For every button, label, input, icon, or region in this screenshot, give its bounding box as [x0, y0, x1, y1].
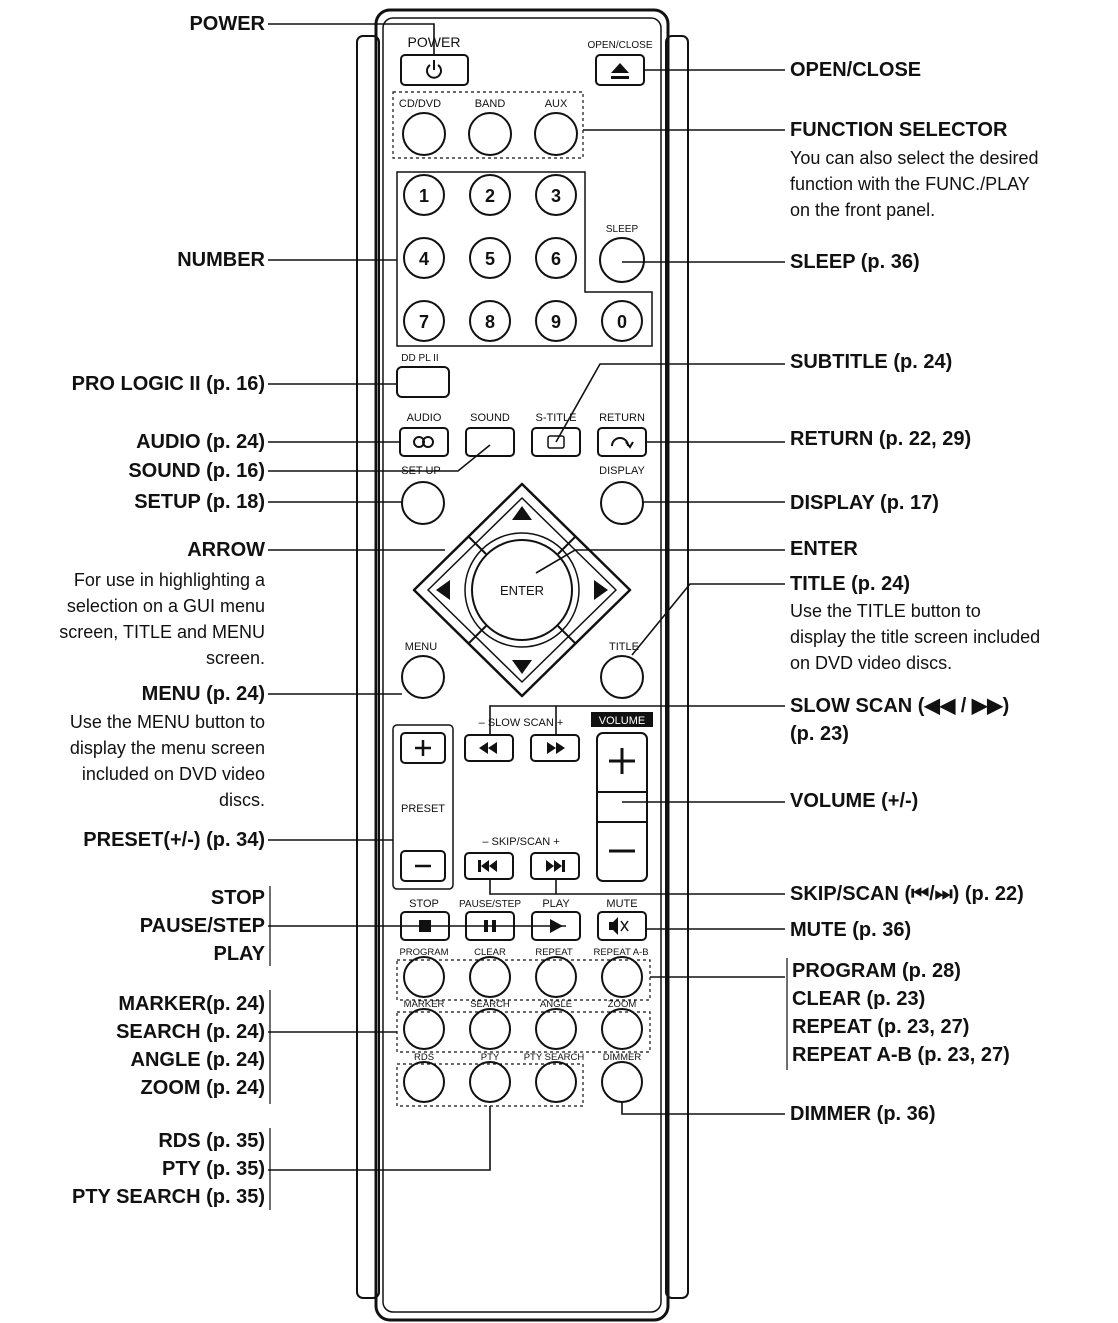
search-button[interactable]	[470, 1009, 510, 1049]
marker-key-label: MARKER	[403, 999, 445, 1010]
label-dimmer: DIMMER (p. 36)	[790, 1103, 936, 1125]
angle-button[interactable]	[536, 1009, 576, 1049]
sleep-key-label: SLEEP	[605, 224, 639, 235]
repeat-key-label: REPEAT	[535, 947, 573, 958]
zoom-button[interactable]	[602, 1009, 642, 1049]
number-4-label: 4	[418, 249, 430, 269]
right-arrow-icon	[594, 580, 608, 600]
menu-key-label: MENU	[404, 641, 438, 653]
repeat-button[interactable]	[536, 957, 576, 997]
label-power: POWER	[189, 13, 265, 35]
number-7-label: 7	[418, 312, 430, 332]
pty-search-key-label: PTY SEARCH	[523, 1052, 585, 1063]
label-menu: MENU (p. 24)	[141, 683, 265, 705]
dimmer-key-label: DIMMER	[602, 1052, 642, 1063]
pty-key-label: PTY	[480, 1052, 500, 1063]
clear-key-label: CLEAR	[474, 947, 506, 958]
volume-key-label: VOLUME	[598, 715, 646, 727]
label-slow-scan: SLOW SCAN (◀◀ / ▶▶) (p. 23)	[790, 695, 1010, 745]
clear-button[interactable]	[470, 957, 510, 997]
band-button[interactable]	[469, 113, 511, 155]
number-pad-group	[397, 172, 652, 346]
band-key-label: BAND	[474, 98, 506, 110]
program-button[interactable]	[404, 957, 444, 997]
marker-button[interactable]	[404, 1009, 444, 1049]
search-key-label: SEARCH	[470, 999, 510, 1010]
label-mute: MUTE (p. 36)	[790, 919, 912, 941]
number-8-label: 8	[484, 312, 496, 332]
power-key-label: POWER	[407, 34, 461, 50]
skip-scan-key-label: – SKIP/SCAN +	[482, 836, 560, 848]
label-program-group: PROGRAM (p. 28) CLEAR (p. 23) REPEAT (p. 23, 27) REPEAT A-B (p. 23, 27)	[792, 960, 1010, 1066]
pro-logic-button[interactable]	[397, 367, 449, 397]
label-sound: SOUND (p. 16)	[128, 460, 265, 482]
repeat-ab-key-label: REPEAT A-B	[593, 947, 649, 958]
rewind-icon	[479, 742, 497, 754]
label-pro-logic: PRO LOGIC II (p. 16)	[71, 373, 265, 395]
menu-description: Use the MENU button to display the menu screen included on DVD video discs.	[69, 712, 265, 810]
aux-button[interactable]	[535, 113, 577, 155]
label-transport-group: STOP PAUSE/STEP PLAY	[139, 887, 265, 965]
label-skip-scan: SKIP/SCAN (⏮/⏭) (p. 22)	[790, 883, 1024, 905]
stop-key-label: STOP	[409, 898, 439, 910]
slow-scan-key-label: – SLOW SCAN +	[478, 717, 564, 729]
title-key-label: TITLE	[609, 641, 639, 653]
angle-key-label: ANGLE	[539, 999, 573, 1010]
zoom-key-label: ZOOM	[607, 999, 637, 1010]
label-enter: ENTER	[790, 538, 858, 560]
sound-key-label: SOUND	[470, 412, 510, 424]
return-key-label: RETURN	[599, 412, 645, 424]
rds-key-label: RDS	[413, 1052, 435, 1063]
repeat-ab-button[interactable]	[602, 957, 642, 997]
dimmer-button[interactable]	[602, 1062, 642, 1102]
cd-dvd-key-label: CD/DVD	[398, 98, 442, 110]
setup-button[interactable]	[402, 482, 444, 524]
label-arrow: ARROW	[187, 539, 265, 561]
title-button[interactable]	[601, 656, 643, 698]
enter-key-label: ENTER	[499, 583, 545, 598]
number-2-label: 2	[484, 186, 496, 206]
aux-key-label: AUX	[544, 98, 568, 110]
number-1-label: 1	[418, 186, 430, 206]
pause-step-key-label: PAUSE/STEP	[458, 899, 522, 910]
label-preset: PRESET(+/-) (p. 34)	[83, 829, 265, 851]
label-return: RETURN (p. 22, 29)	[790, 428, 972, 450]
return-icon	[612, 438, 628, 446]
down-arrow-icon	[512, 660, 532, 674]
mute-button[interactable]	[598, 912, 646, 940]
fast-forward-icon	[547, 742, 565, 754]
sleep-button[interactable]	[600, 238, 644, 282]
open-close-key-label: OPEN/CLOSE	[587, 40, 653, 51]
label-display: DISPLAY (p. 17)	[790, 492, 939, 514]
label-open-close: OPEN/CLOSE	[790, 59, 922, 81]
function-description: You can also select the desired function with the FUNC./PLAY on the front panel.	[790, 148, 1039, 220]
label-rds-group: RDS (p. 35) PTY (p. 35) PTY SEARCH (p. 35)	[72, 1130, 265, 1208]
arrow-description: For use in highlighting a selection on a GUI menu screen, TITLE and MENU screen.	[59, 570, 265, 668]
eject-icon	[611, 63, 629, 79]
setup-key-label: SET UP	[401, 465, 441, 477]
dolby-pl2-label: DD PL II	[401, 353, 439, 364]
skip-forward-icon	[546, 860, 565, 872]
label-setup: SETUP (p. 18)	[134, 491, 265, 513]
leader-dimmer	[622, 1102, 785, 1114]
number-0-label: 0	[616, 312, 628, 332]
preset-key-label: PRESET	[400, 803, 446, 815]
leader-title	[632, 584, 785, 655]
skip-back-icon	[478, 860, 497, 872]
pty-button[interactable]	[470, 1062, 510, 1102]
label-marker-group: MARKER(p. 24) SEARCH (p. 24) ANGLE (p. 24) ZOOM (p. 24)	[116, 993, 265, 1099]
label-subtitle: SUBTITLE (p. 24)	[790, 351, 953, 373]
number-9-label: 9	[550, 312, 562, 332]
return-button[interactable]	[598, 428, 646, 456]
left-arrow-icon	[436, 580, 450, 600]
menu-button[interactable]	[402, 656, 444, 698]
rds-group	[397, 1064, 583, 1106]
audio-key-label: AUDIO	[406, 412, 442, 424]
mute-icon	[609, 917, 618, 935]
program-key-label: PROGRAM	[399, 947, 449, 958]
label-audio: AUDIO (p. 24)	[136, 431, 265, 453]
play-key-label: PLAY	[542, 898, 570, 910]
leader-subtitle	[556, 364, 785, 442]
mute-key-label: MUTE	[606, 898, 638, 910]
pty-search-button[interactable]	[536, 1062, 576, 1102]
display-key-label: DISPLAY	[599, 465, 645, 477]
cd-dvd-button[interactable]	[403, 113, 445, 155]
display-button[interactable]	[601, 482, 643, 524]
label-volume: VOLUME (+/-)	[790, 790, 919, 812]
label-number: NUMBER	[177, 249, 265, 271]
s-title-key-label: S-TITLE	[535, 412, 577, 424]
label-sleep: SLEEP (p. 36)	[790, 251, 920, 273]
label-title: TITLE (p. 24)	[790, 573, 910, 595]
number-3-label: 3	[550, 186, 562, 206]
title-description: Use the TITLE button to display the title screen included on DVD video discs.	[790, 601, 1041, 673]
up-arrow-icon	[512, 506, 532, 520]
number-6-label: 6	[550, 249, 562, 269]
number-5-label: 5	[484, 249, 496, 269]
label-function-selector: FUNCTION SELECTOR	[790, 119, 1008, 141]
sound-button[interactable]	[466, 428, 514, 456]
rds-button[interactable]	[404, 1062, 444, 1102]
